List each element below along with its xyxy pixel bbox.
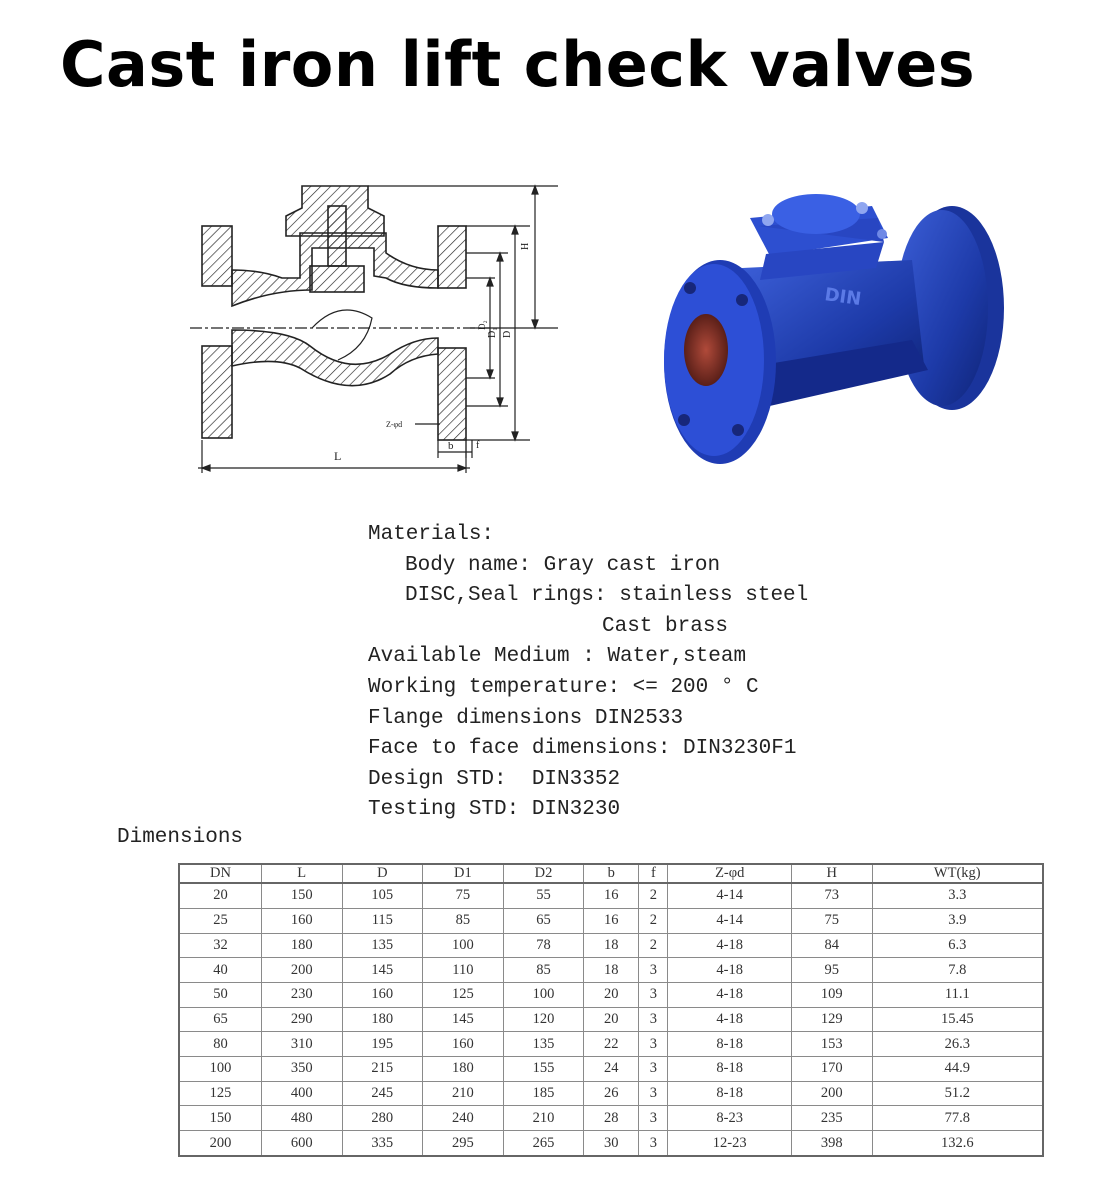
table-row: [179, 958, 1043, 983]
table-cell: 26: [584, 1081, 639, 1106]
table-cell: 20: [584, 1007, 639, 1032]
table-cell: 200: [261, 958, 342, 983]
table-cell: 265: [503, 1131, 584, 1156]
table-row: [179, 908, 1043, 933]
table-cell: 4-14: [668, 883, 791, 908]
drawing-label-d1: D₁: [487, 327, 498, 338]
face-to-face-dimensions: Face to face dimensions: DIN3230F1: [368, 737, 797, 761]
table-cell: 120: [503, 1007, 584, 1032]
table-cell: 15.45: [872, 1007, 1043, 1032]
table-cell: 155: [503, 1057, 584, 1082]
table-cell: 55: [503, 883, 584, 908]
table-cell: 150: [179, 1106, 261, 1131]
table-cell: 30: [584, 1131, 639, 1156]
table-row: [179, 1106, 1043, 1131]
dimensions-label: Dimensions: [117, 826, 244, 849]
table-cell: 280: [342, 1106, 423, 1131]
table-cell: 85: [503, 958, 584, 983]
table-cell: 135: [342, 933, 423, 958]
table-cell: 240: [423, 1106, 504, 1131]
table-cell: 150: [261, 883, 342, 908]
table-cell: 215: [342, 1057, 423, 1082]
drawing-label-d2: D₂: [477, 320, 487, 330]
table-cell: 20: [584, 982, 639, 1007]
page-title: Cast iron lift check valves: [60, 28, 976, 101]
table-cell: 109: [791, 982, 872, 1007]
table-cell: 95: [791, 958, 872, 983]
table-cell: 153: [791, 1032, 872, 1057]
specifications-block: [368, 520, 808, 826]
table-cell: 44.9: [872, 1057, 1043, 1082]
materials-label: Materials:: [368, 523, 495, 546]
table-cell: 210: [423, 1081, 504, 1106]
table-cell: 3: [639, 958, 668, 983]
dimensions-table: [178, 863, 1044, 1157]
table-cell: 40: [179, 958, 261, 983]
table-cell: 350: [261, 1057, 342, 1082]
table-cell: 26.3: [872, 1032, 1043, 1057]
table-cell: 245: [342, 1081, 423, 1106]
table-row: [179, 883, 1043, 908]
table-cell: 8-23: [668, 1106, 791, 1131]
table-cell: 105: [342, 883, 423, 908]
header-z-d: Z-φd: [668, 864, 791, 883]
table-cell: 50: [179, 982, 261, 1007]
table-cell: 3: [639, 1007, 668, 1032]
table-cell: 20: [179, 883, 261, 908]
table-cell: 24: [584, 1057, 639, 1082]
working-temperature: Working temperature: <= 200 ° C: [368, 675, 759, 699]
table-cell: 600: [261, 1131, 342, 1156]
table-cell: 100: [179, 1057, 261, 1082]
table-cell: 7.8: [872, 958, 1043, 983]
table-cell: 4-14: [668, 908, 791, 933]
table-cell: 75: [423, 883, 504, 908]
table-cell: 100: [503, 982, 584, 1007]
header-wt: WT(kg): [872, 864, 1043, 883]
table-cell: 65: [503, 908, 584, 933]
body-material: Body name: Gray cast iron: [405, 553, 721, 577]
table-cell: 8-18: [668, 1032, 791, 1057]
table-cell: 3: [639, 1032, 668, 1057]
disc-material-alt: Cast brass: [602, 614, 729, 638]
table-cell: 145: [423, 1007, 504, 1032]
table-cell: 110: [423, 958, 504, 983]
header-d1: D1: [423, 864, 504, 883]
table-cell: 100: [423, 933, 504, 958]
header-d: D: [342, 864, 423, 883]
table-cell: 210: [503, 1106, 584, 1131]
drawing-label-h: H: [520, 242, 531, 250]
available-medium: Available Medium : Water,steam: [368, 645, 747, 669]
table-cell: 200: [179, 1131, 261, 1156]
table-cell: 125: [423, 982, 504, 1007]
table-cell: 160: [261, 908, 342, 933]
valve-cross-section-drawing: [190, 178, 570, 478]
table-cell: 132.6: [872, 1131, 1043, 1156]
table-cell: 180: [342, 1007, 423, 1032]
disc-material: DISC,Seal rings: stainless steel: [405, 584, 809, 608]
table-cell: 73: [791, 883, 872, 908]
table-cell: 80: [179, 1032, 261, 1057]
table-cell: 400: [261, 1081, 342, 1106]
table-cell: 3.9: [872, 908, 1043, 933]
table-cell: 16: [584, 883, 639, 908]
header-f: f: [639, 864, 668, 883]
table-cell: 16: [584, 908, 639, 933]
table-cell: 160: [423, 1032, 504, 1057]
table-cell: 84: [791, 933, 872, 958]
table-cell: 8-18: [668, 1081, 791, 1106]
table-cell: 129: [791, 1007, 872, 1032]
table-cell: 25: [179, 908, 261, 933]
table-cell: 12-23: [668, 1131, 791, 1156]
table-cell: 185: [503, 1081, 584, 1106]
table-row: [179, 1032, 1043, 1057]
table-cell: 290: [261, 1007, 342, 1032]
table-cell: 4-18: [668, 1007, 791, 1032]
table-row: [179, 1007, 1043, 1032]
table-cell: 8-18: [668, 1057, 791, 1082]
table-cell: 18: [584, 933, 639, 958]
table-cell: 3: [639, 1081, 668, 1106]
table-body: [179, 883, 1043, 1156]
testing-standard: Testing STD: DIN3230: [368, 798, 621, 822]
table-row: [179, 982, 1043, 1007]
table-cell: 230: [261, 982, 342, 1007]
table-cell: 4-18: [668, 958, 791, 983]
table-row: [179, 1057, 1043, 1082]
table-cell: 51.2: [872, 1081, 1043, 1106]
table-cell: 135: [503, 1032, 584, 1057]
table-row: [179, 933, 1043, 958]
table-cell: 3: [639, 1057, 668, 1082]
header-l: L: [261, 864, 342, 883]
table-cell: 3.3: [872, 883, 1043, 908]
table-header-row: [179, 864, 1043, 883]
table-cell: 11.1: [872, 982, 1043, 1007]
table-cell: 6.3: [872, 933, 1043, 958]
drawing-label-b: b: [448, 440, 454, 452]
table-cell: 75: [791, 908, 872, 933]
drawing-label-zd: Z-φd: [386, 420, 403, 429]
drawing-label-f: f: [476, 440, 480, 451]
table-cell: 4-18: [668, 982, 791, 1007]
table-row: [179, 1081, 1043, 1106]
table-cell: 195: [342, 1032, 423, 1057]
table-row: [179, 1131, 1043, 1156]
header-h: H: [791, 864, 872, 883]
table-cell: 77.8: [872, 1106, 1043, 1131]
drawing-label-l: L: [334, 449, 342, 463]
table-cell: 295: [423, 1131, 504, 1156]
table-cell: 85: [423, 908, 504, 933]
table-cell: 22: [584, 1032, 639, 1057]
table-cell: 170: [791, 1057, 872, 1082]
table-cell: 4-18: [668, 933, 791, 958]
table-cell: 115: [342, 908, 423, 933]
table-cell: 28: [584, 1106, 639, 1131]
table-cell: 3: [639, 1131, 668, 1156]
table-cell: 65: [179, 1007, 261, 1032]
table-cell: 180: [261, 933, 342, 958]
table-cell: 235: [791, 1106, 872, 1131]
table-cell: 78: [503, 933, 584, 958]
table-cell: 125: [179, 1081, 261, 1106]
header-dn: DN: [179, 864, 261, 883]
table-cell: 2: [639, 883, 668, 908]
table-cell: 480: [261, 1106, 342, 1131]
table-cell: 398: [791, 1131, 872, 1156]
drawing-label-d: D: [502, 330, 513, 338]
flange-dimensions: Flange dimensions DIN2533: [368, 706, 684, 730]
table-cell: 160: [342, 982, 423, 1007]
header-b: b: [584, 864, 639, 883]
header-d2: D2: [503, 864, 584, 883]
table-cell: 310: [261, 1032, 342, 1057]
table-cell: 18: [584, 958, 639, 983]
table-cell: 2: [639, 933, 668, 958]
valve-product-photo: [662, 190, 1022, 475]
photo-body-text: DIN: [823, 284, 863, 311]
table-cell: 200: [791, 1081, 872, 1106]
table-cell: 180: [423, 1057, 504, 1082]
table-cell: 3: [639, 982, 668, 1007]
design-standard: Design STD: DIN3352: [368, 767, 621, 791]
table-cell: 145: [342, 958, 423, 983]
table-cell: 3: [639, 1106, 668, 1131]
table-cell: 2: [639, 908, 668, 933]
table-cell: 32: [179, 933, 261, 958]
table-cell: 335: [342, 1131, 423, 1156]
